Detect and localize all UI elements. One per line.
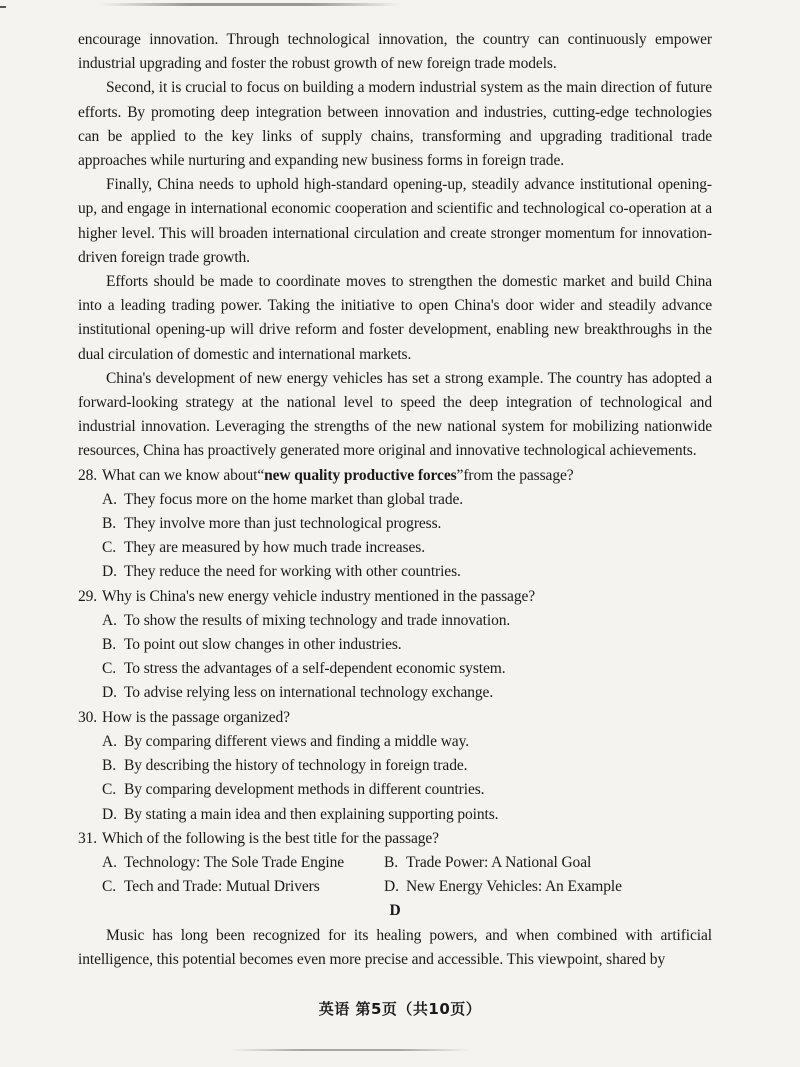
scan-artifact-top: [100, 3, 400, 6]
option-29-c[interactable]: [78, 657, 712, 681]
option-row-31-ab: [78, 851, 712, 875]
option-text: By comparing different views and finding a middle way.: [124, 732, 469, 750]
passage-paragraph-2: Second, it is crucial to focus on building a modern industrial system as the main direction of future efforts. By promoting deep integration between innovation and industries, cutting-edge technologies can be applied to the key links of supply chains, transforming and upgrading traditional trade approaches while nurturing and expanding new business forms in foreign trade.: [78, 79, 712, 170]
question-28: [78, 464, 712, 488]
option-28-a[interactable]: [78, 488, 712, 512]
option-text: By comparing development methods in different countries.: [124, 781, 485, 799]
section-heading-d: D: [389, 902, 401, 920]
scan-artifact-bottom: [230, 1049, 470, 1051]
option-28-b[interactable]: [78, 512, 712, 536]
option-label: D.: [102, 563, 117, 581]
passage-paragraph-5: China's development of new energy vehicles has set a strong example. The country has adopted a forward-looking strategy at the national level to speed the deep integration of technological and industrial innovation. Leveraging the strengths of the new national system for mobilizing nationwide resources, China has proactively generated more original and innovative technological achievements.: [78, 369, 712, 460]
question-stem-bold: new quality productive forces: [264, 466, 457, 484]
question-30: [78, 706, 712, 730]
question-number: 31.: [78, 829, 98, 847]
option-label: B.: [102, 636, 117, 654]
option-28-d[interactable]: [78, 560, 712, 584]
question-stem: Why is China's new energy vehicle industry mentioned in the passage?: [102, 587, 536, 605]
option-text: To advise relying less on international technology exchange.: [124, 684, 494, 702]
option-text: To show the results of mixing technology and trade innovation.: [124, 611, 511, 629]
option-label: C.: [102, 781, 117, 799]
question-stem: Which of the following is the best title for the passage?: [102, 829, 439, 847]
option-row-31-cd: [78, 875, 712, 899]
option-label: D.: [384, 878, 399, 896]
option-text: To point out slow changes in other industries.: [124, 636, 402, 654]
question-29: [78, 585, 712, 609]
passage-paragraph-1: encourage innovation. Through technological innovation, the country can continuously empower industrial upgrading and foster the robust growth of new foreign trade models.: [78, 31, 712, 73]
option-label: D.: [102, 805, 117, 823]
question-number: 28.: [78, 466, 98, 484]
option-label: C.: [102, 660, 117, 678]
option-text: To stress the advantages of a self-dependent economic system.: [124, 660, 506, 678]
option-31-a[interactable]: [102, 851, 384, 875]
option-text: They focus more on the home market than global trade.: [124, 490, 464, 508]
option-30-c[interactable]: [78, 778, 712, 802]
scan-edge-mark: [0, 6, 6, 8]
option-label: B.: [102, 757, 117, 775]
option-30-b[interactable]: [78, 754, 712, 778]
question-31: [78, 827, 712, 851]
option-29-b[interactable]: [78, 633, 712, 657]
option-31-d[interactable]: [384, 875, 666, 899]
passage-paragraph-3: Finally, China needs to uphold high-standard opening-up, steadily advance institutional opening-up, and engage in international economic cooperation and scientific and technological co-operation at a higher level. This will broaden international circulation and create stronger momentum for innovation-driven foreign trade growth.: [78, 176, 712, 266]
option-text: They are measured by how much trade increases.: [124, 539, 425, 557]
option-29-d[interactable]: [78, 681, 712, 705]
option-label: D.: [102, 684, 117, 702]
question-stem-pre: What can we know about“: [102, 466, 265, 484]
question-stem: How is the passage organized?: [102, 708, 290, 726]
option-31-c[interactable]: [102, 875, 384, 899]
question-number: 29.: [78, 587, 98, 605]
option-label: B.: [102, 515, 117, 533]
option-label: C.: [102, 539, 117, 557]
option-label: A.: [102, 732, 117, 750]
option-label: C.: [102, 878, 117, 896]
option-30-d[interactable]: [78, 803, 712, 827]
exam-page: [78, 28, 712, 972]
question-number: 30.: [78, 708, 98, 726]
option-label: A.: [102, 853, 117, 871]
option-text: By describing the history of technology in foreign trade.: [124, 757, 468, 775]
option-text: New Energy Vehicles: An Example: [406, 878, 622, 896]
page-footer: 英语 第5页（共10页）: [318, 1000, 482, 1018]
option-text: Trade Power: A National Goal: [406, 853, 592, 871]
option-text: They involve more than just technological progress.: [124, 515, 442, 533]
section-d-intro: Music has long been recognized for its healing powers, and when combined with artificial intelligence, this potential becomes even more precise and accessible. This viewpoint, shared by: [78, 926, 712, 968]
option-text: By stating a main idea and then explaining supporting points.: [124, 805, 499, 823]
question-stem-post: ”from the passage?: [456, 466, 574, 484]
option-label: A.: [102, 611, 117, 629]
option-label: A.: [102, 490, 117, 508]
option-30-a[interactable]: [78, 730, 712, 754]
option-28-c[interactable]: [78, 536, 712, 560]
option-label: B.: [384, 853, 399, 871]
option-text: Tech and Trade: Mutual Drivers: [124, 878, 320, 896]
option-29-a[interactable]: [78, 609, 712, 633]
option-31-b[interactable]: [384, 851, 666, 875]
passage-paragraph-4: Efforts should be made to coordinate moves to strengthen the domestic market and build China into a leading trading power. Taking the initiative to open China's door wider and steadily advance institutional opening-up will drive reform and foster development, enabling new breakthroughs in the dual circulation of domestic and international markets.: [78, 273, 712, 363]
option-text: Technology: The Sole Trade Engine: [124, 853, 345, 871]
option-text: They reduce the need for working with other countries.: [124, 563, 461, 581]
